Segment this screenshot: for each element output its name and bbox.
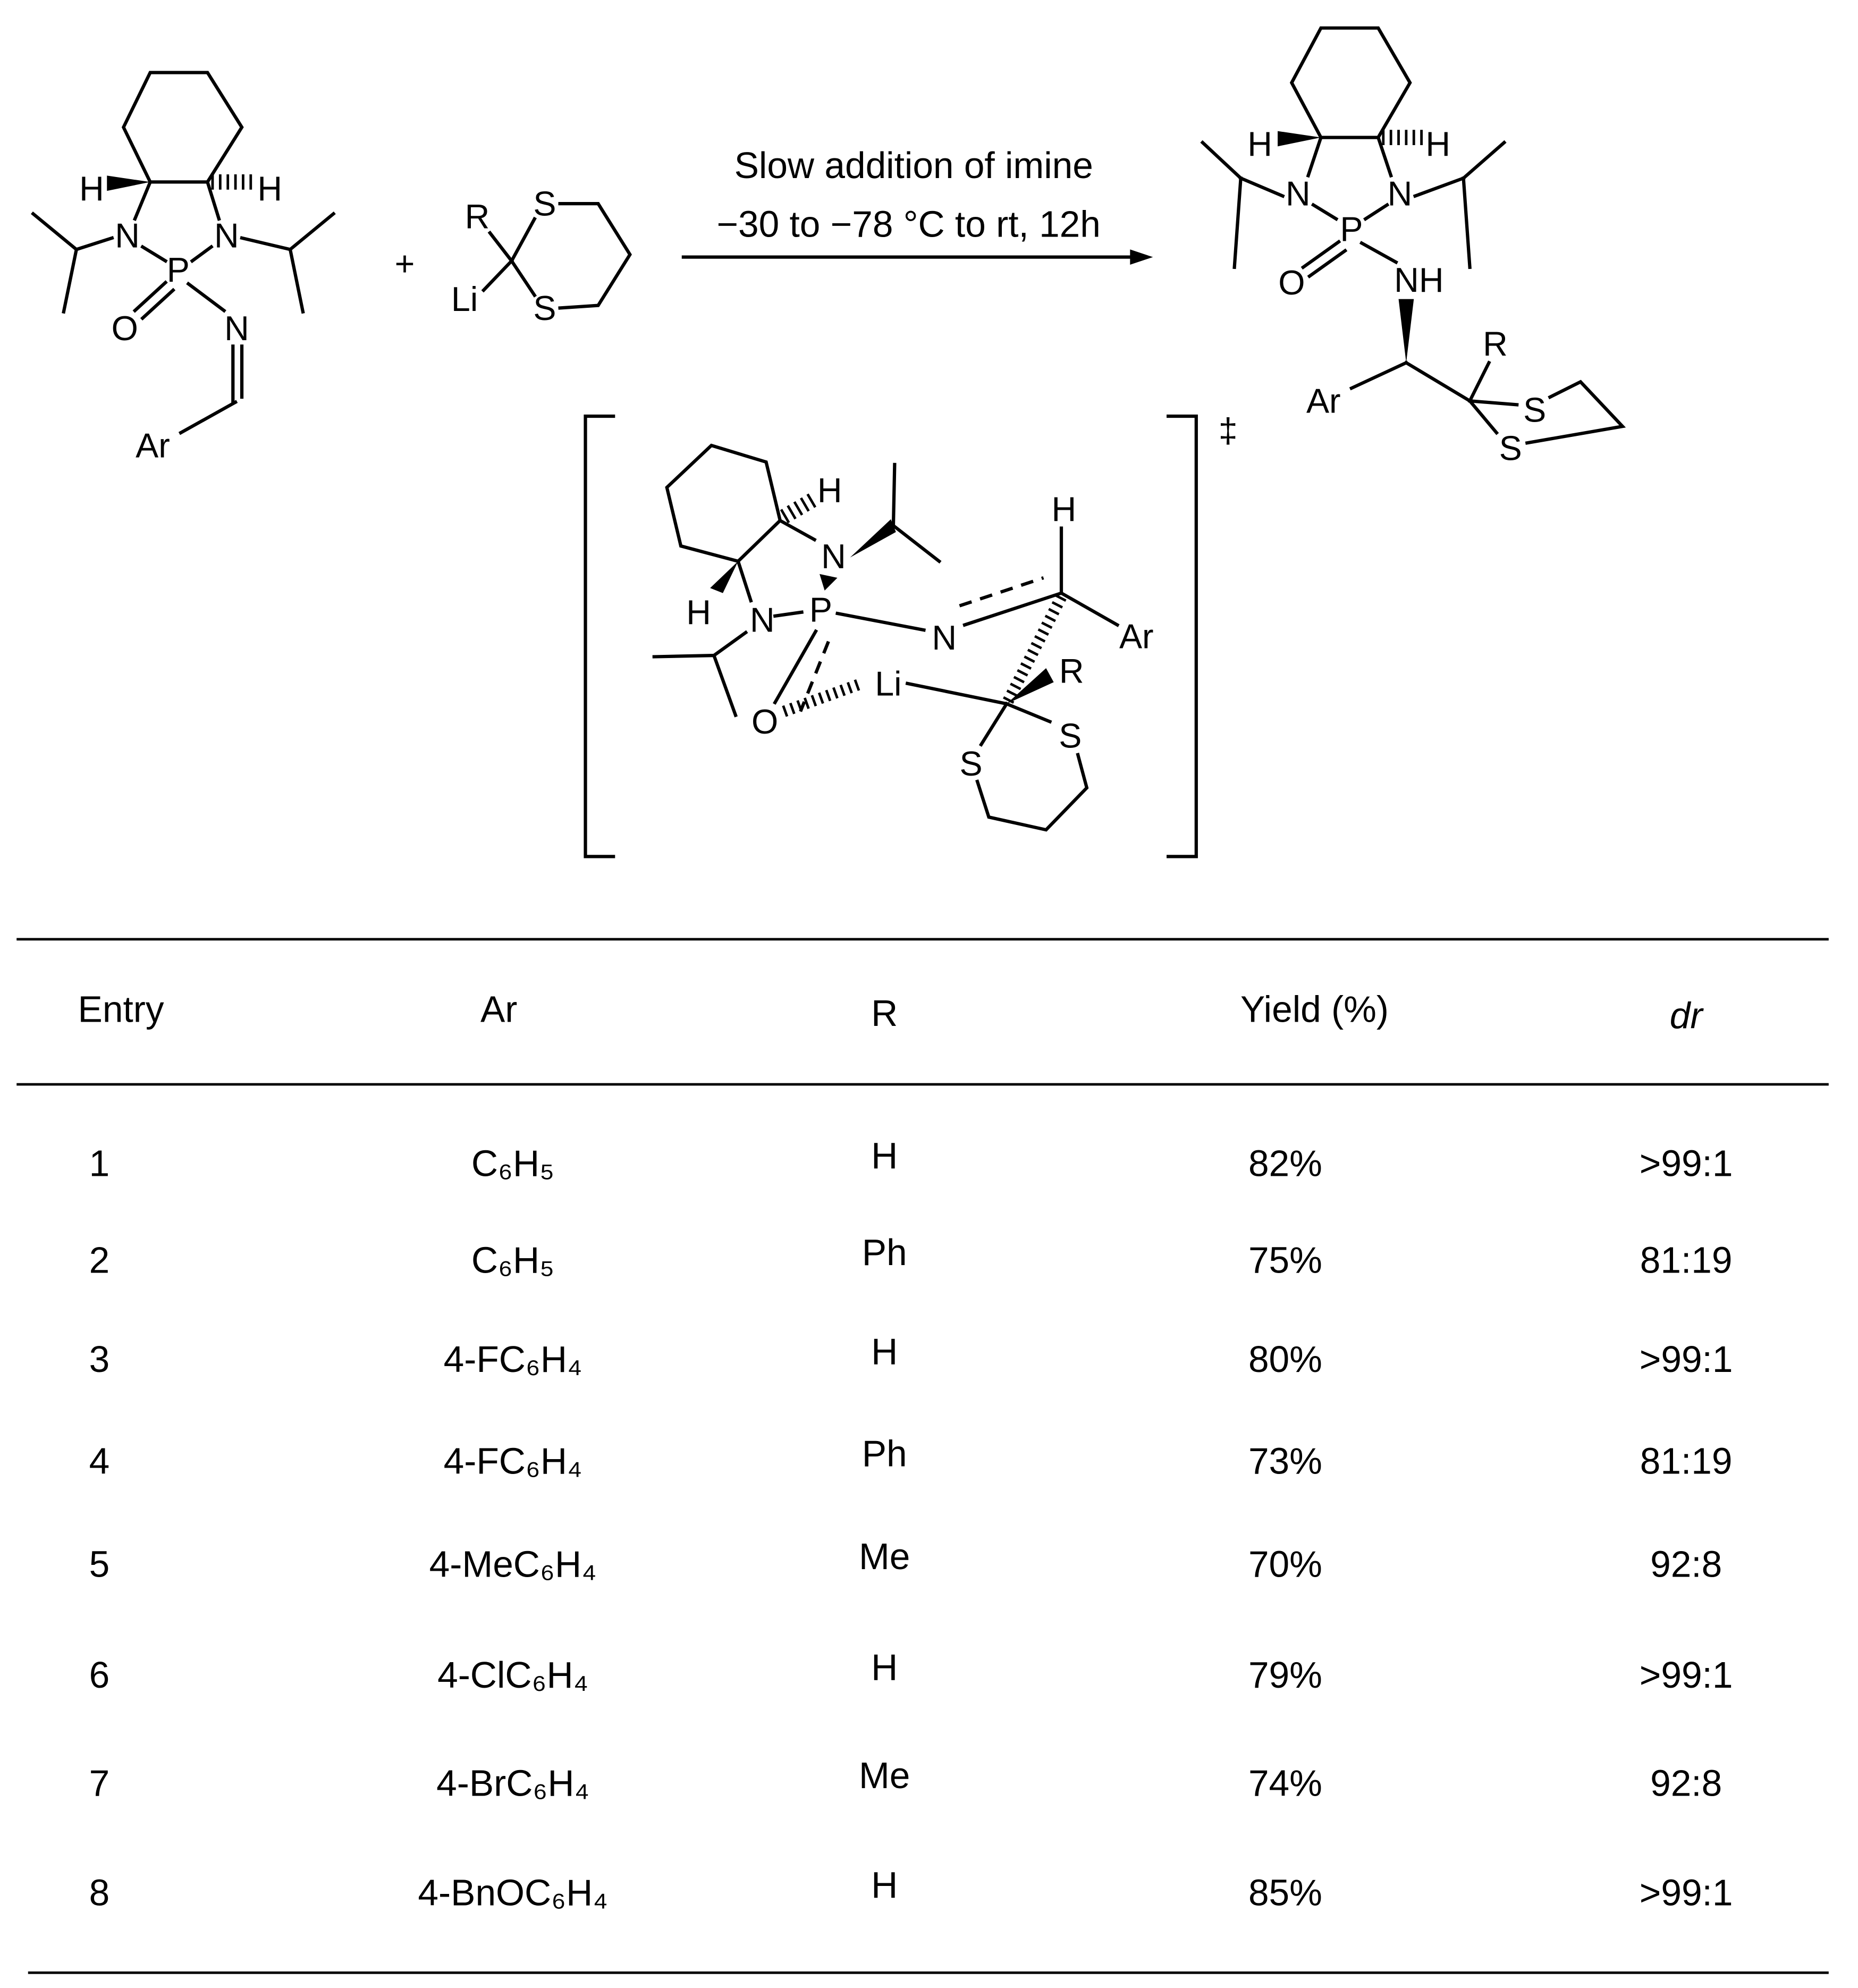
reactant-phosphoramide-imine: [33, 72, 333, 465]
atom-label: Ar: [1306, 381, 1341, 420]
double-dagger-symbol: ‡: [1218, 410, 1238, 450]
atom-label: R: [464, 197, 490, 236]
table-row: [89, 1331, 1733, 1380]
transition-state: [586, 411, 1238, 857]
atom-label: NH: [1394, 260, 1444, 300]
cell-ar: 4-FC₆H₄: [443, 1338, 582, 1380]
table-row: [89, 1647, 1733, 1696]
cell-dr: 92:8: [1650, 1543, 1722, 1585]
atom-label: S: [1499, 428, 1522, 468]
cell-r: H: [871, 1864, 898, 1906]
table-header: [78, 989, 1704, 1037]
product-structure: [1203, 28, 1623, 468]
atom-label: H: [1247, 124, 1272, 164]
atom-label: O: [111, 309, 138, 348]
table-row: [89, 1135, 1733, 1184]
atom-label: N: [1387, 174, 1413, 213]
cell-dr: >99:1: [1639, 1654, 1733, 1696]
atom-label: N: [932, 618, 957, 658]
conditions-line-2: −30 to −78 °C to rt, 12h: [716, 203, 1101, 245]
atom-label: N: [821, 536, 846, 576]
reagent-lithio-dithiane: [451, 184, 630, 327]
cell-ar: C₆H₅: [471, 1239, 555, 1281]
atom-label: R: [1059, 651, 1084, 690]
atom-label: Li: [875, 664, 902, 703]
cell-r: H: [871, 1135, 898, 1177]
cell-yield: 85%: [1248, 1872, 1322, 1914]
atom-label: N: [1286, 174, 1311, 213]
cell-dr: 92:8: [1650, 1762, 1722, 1804]
atom-label: H: [79, 169, 104, 208]
header-entry: Entry: [78, 988, 164, 1030]
atom-label: O: [1278, 263, 1305, 302]
header-r: R: [871, 992, 898, 1034]
table-body: [89, 1135, 1733, 1913]
header-ar: Ar: [480, 988, 518, 1030]
atom-label: R: [1483, 324, 1508, 363]
atom-label: S: [1523, 390, 1547, 429]
atom-label: Ar: [136, 426, 170, 465]
header-yield: Yield (%): [1240, 988, 1389, 1030]
atom-label: H: [1051, 490, 1077, 529]
atom-label: H: [1425, 124, 1451, 164]
cell-entry: 5: [89, 1543, 110, 1585]
atom-label: P: [1340, 209, 1363, 249]
cell-ar: C₆H₅: [471, 1142, 555, 1184]
cell-r: Me: [858, 1536, 910, 1578]
cell-entry: 8: [89, 1872, 110, 1914]
atom-label: N: [224, 309, 249, 348]
atom-label: S: [1059, 716, 1082, 755]
cell-entry: 7: [89, 1762, 110, 1804]
cell-dr: 81:19: [1640, 1239, 1733, 1281]
header-dr: dr: [1669, 995, 1703, 1037]
cell-yield: 70%: [1248, 1543, 1322, 1585]
conditions-line-1: Slow addition of imine: [734, 145, 1093, 187]
cell-r: Ph: [862, 1433, 907, 1475]
atom-label: O: [751, 702, 779, 742]
plus-sign: +: [394, 244, 415, 283]
cell-dr: >99:1: [1639, 1338, 1733, 1380]
atom-label: N: [214, 216, 239, 255]
atom-label: Ar: [1119, 617, 1154, 656]
cell-yield: 74%: [1248, 1762, 1322, 1804]
cell-ar: 4-BrC₆H₄: [436, 1762, 589, 1804]
atom-label: P: [809, 590, 833, 629]
cell-yield: 75%: [1248, 1239, 1322, 1281]
cell-yield: 73%: [1248, 1440, 1322, 1482]
atom-label: S: [959, 744, 983, 784]
cell-entry: 2: [89, 1239, 110, 1281]
atom-label: S: [533, 184, 556, 223]
cell-entry: 4: [89, 1440, 110, 1482]
atom-label: Li: [451, 280, 478, 319]
results-table: [16, 939, 1829, 1973]
atom-label: H: [686, 593, 711, 632]
cell-ar: 4-BnOC₆H₄: [418, 1872, 608, 1914]
cell-r: H: [871, 1330, 898, 1372]
cell-ar: 4-FC₆H₄: [443, 1440, 582, 1482]
cell-dr: >99:1: [1639, 1142, 1733, 1184]
atom-label: N: [115, 216, 140, 255]
cell-yield: 80%: [1248, 1338, 1322, 1380]
atom-label: N: [750, 600, 775, 639]
cell-yield: 79%: [1248, 1654, 1322, 1696]
table-row: [89, 1433, 1733, 1481]
cell-ar: 4-ClC₆H₄: [437, 1654, 588, 1696]
atom-label: H: [257, 169, 283, 208]
atom-label: S: [533, 288, 556, 327]
cell-r: Me: [858, 1755, 910, 1797]
cell-entry: 1: [89, 1142, 110, 1184]
cell-yield: 82%: [1248, 1142, 1322, 1184]
cell-entry: 3: [89, 1338, 110, 1380]
cell-r: Ph: [862, 1231, 907, 1273]
cell-dr: 81:19: [1640, 1440, 1733, 1482]
cell-dr: >99:1: [1639, 1872, 1733, 1914]
table-row: [89, 1864, 1733, 1913]
reaction-arrow: [683, 145, 1153, 265]
atom-label: P: [166, 250, 190, 290]
cell-r: H: [871, 1646, 898, 1688]
cell-ar: 4-MeC₆H₄: [429, 1543, 597, 1585]
atom-label: H: [817, 470, 842, 510]
cell-entry: 6: [89, 1654, 110, 1696]
table-row: [89, 1232, 1733, 1281]
table-row: [89, 1755, 1722, 1804]
table-row: [89, 1536, 1722, 1585]
